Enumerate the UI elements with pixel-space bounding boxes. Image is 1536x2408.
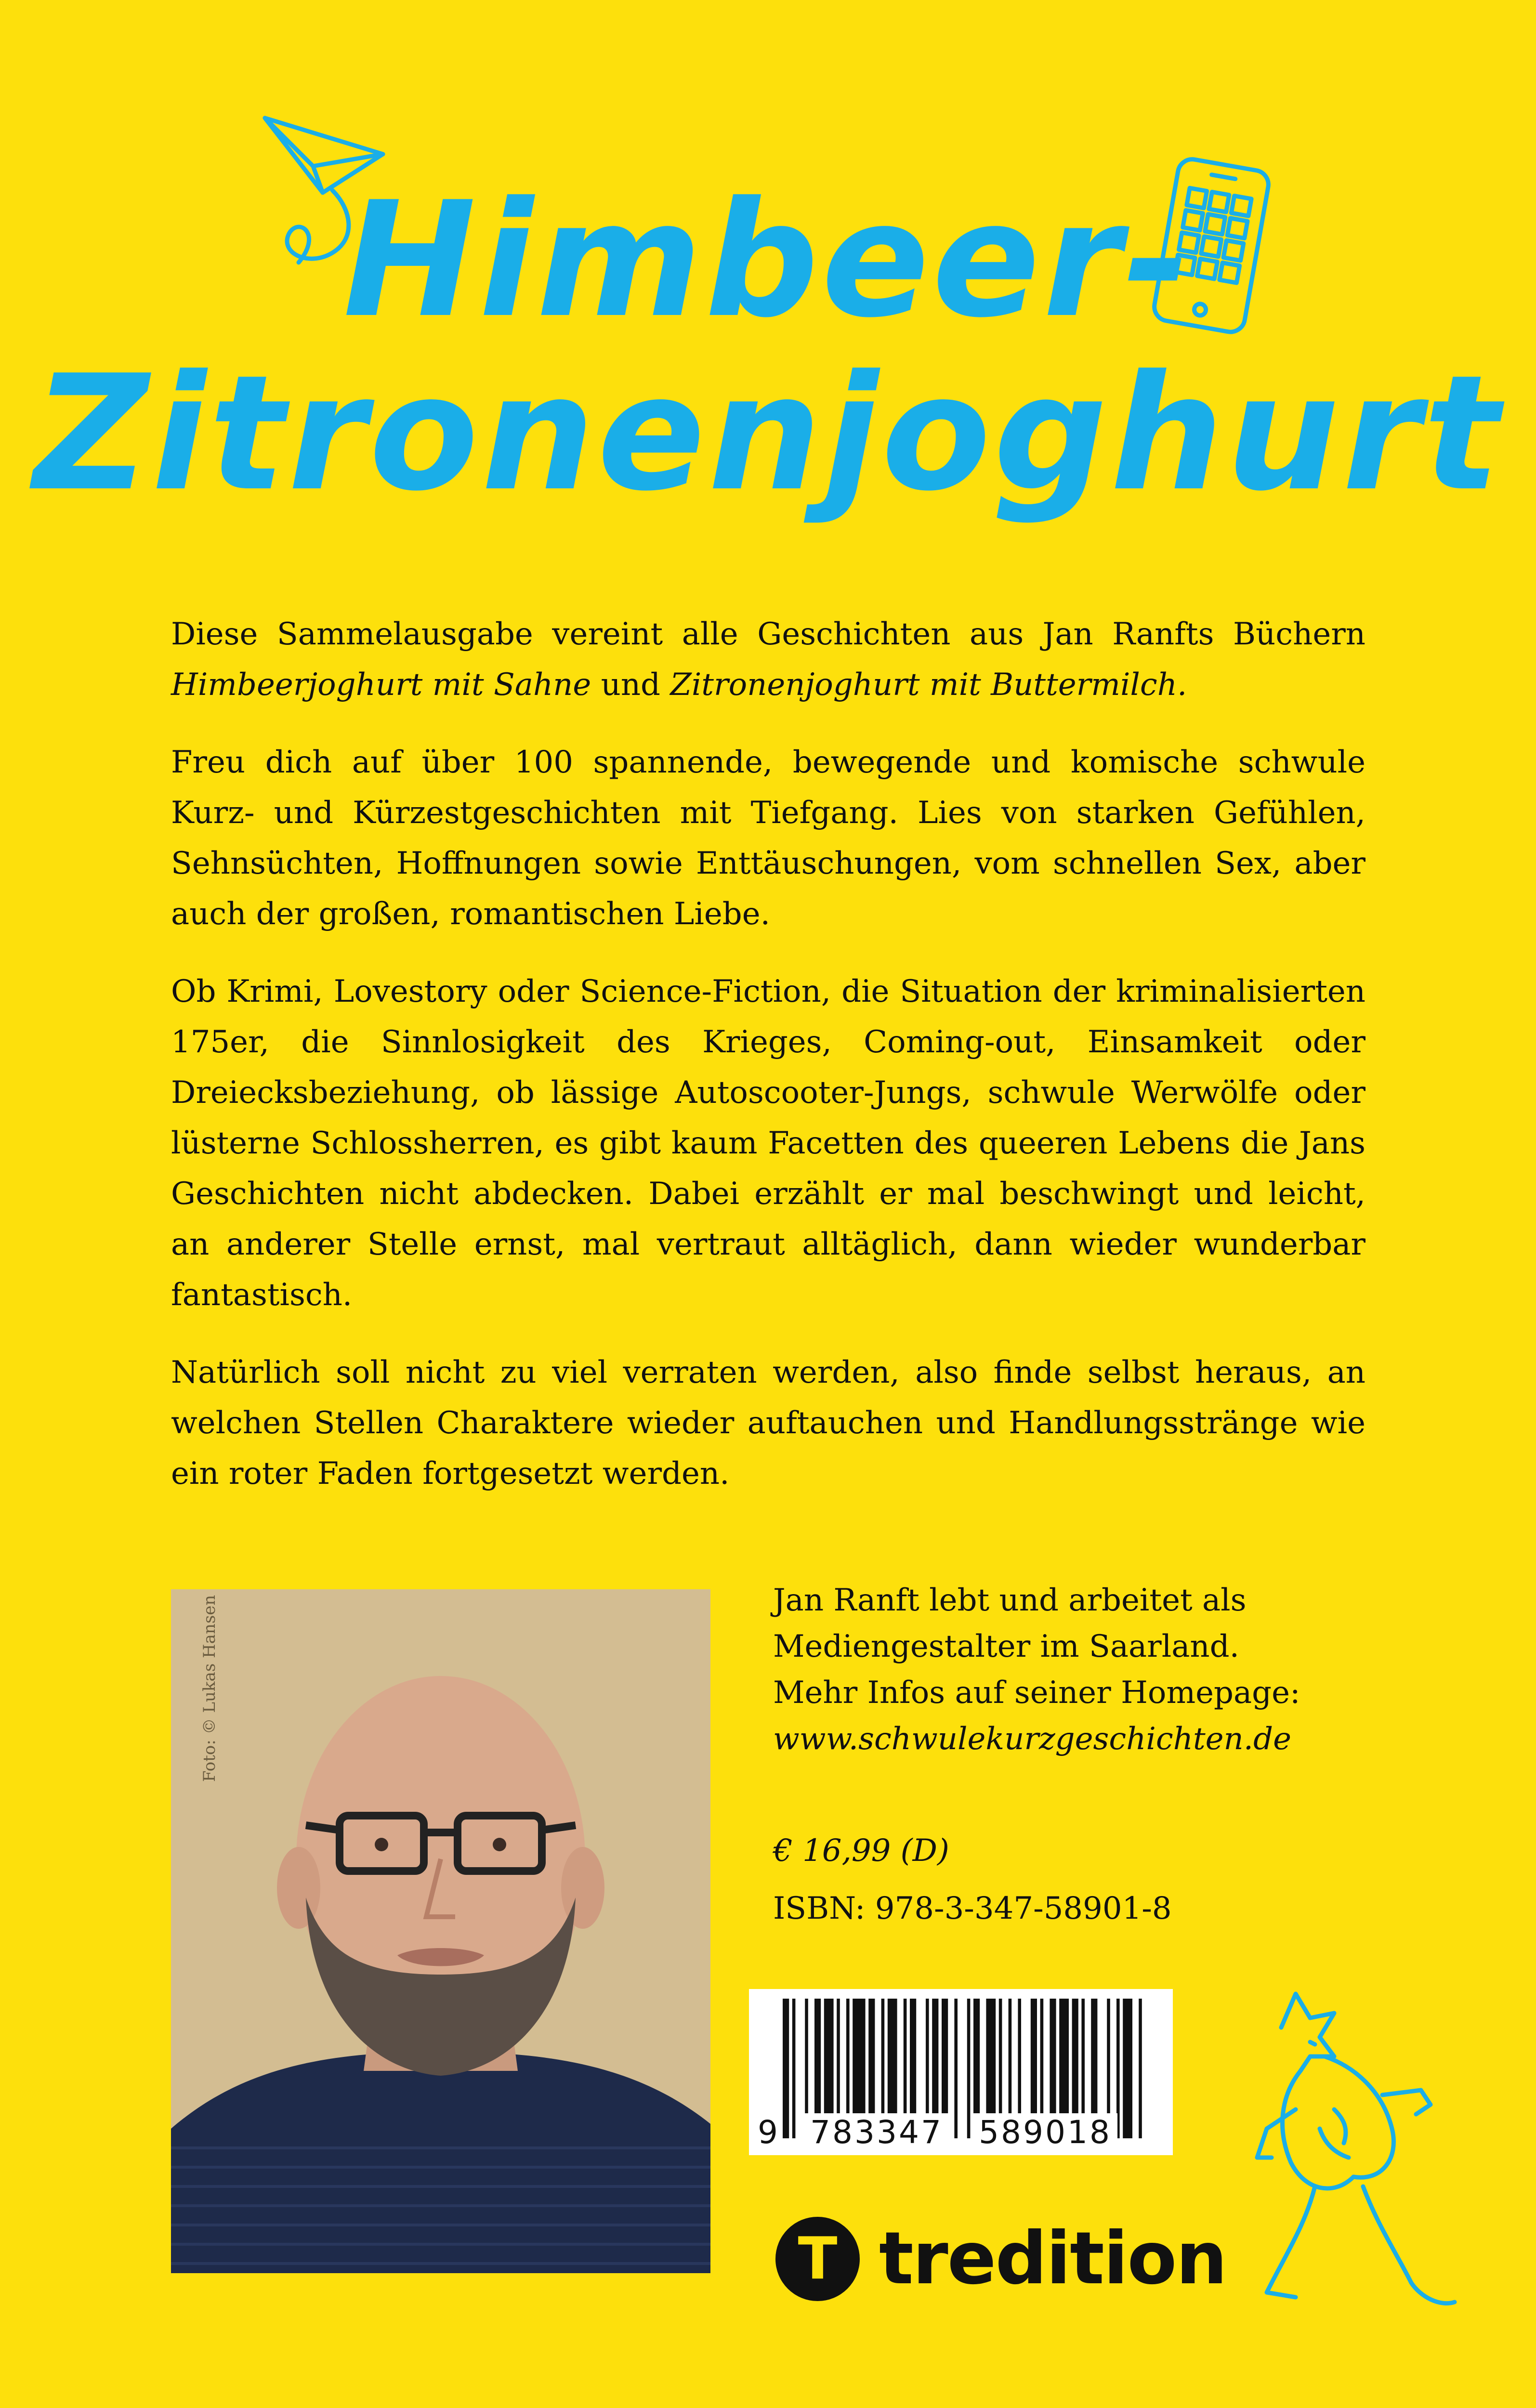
author-photo (171, 1589, 710, 2273)
barcode-bar (1139, 1999, 1142, 2138)
barcode-bar (954, 1999, 958, 2138)
cover-title-line1: Himbeer- (343, 168, 1193, 353)
barcode-digits-group1: 783347 (804, 2113, 949, 2152)
blurb-paragraph-1: Diese Sammelausgabe vereint alle Geschichten aus Jan Ranfts Büchern Himbeerjoghurt mit Sahne und Zitronenjoghurt mit Buttermilch. (171, 616, 1365, 703)
barcode-digits-group2: 589018 (973, 2113, 1117, 2152)
werewolf-icon (1238, 1984, 1464, 2316)
photo-credit: Foto: © Lukas Hansen (200, 1595, 219, 1782)
barcode-bar (783, 1999, 789, 2138)
book-title-1: Himbeerjoghurt mit Sahne (171, 667, 591, 703)
barcode-bar (967, 1999, 971, 2138)
book-title-2: Zitronenjoghurt mit Buttermilch. (670, 667, 1187, 703)
barcode-lead-digit: 9 (758, 2114, 778, 2151)
author-bio-line1: Jan Ranft lebt und arbeitet als (773, 1583, 1247, 1618)
author-bio-line2: Mediengestalter im Saarland. (773, 1629, 1239, 1664)
blurb-paragraph-4: Natürlich soll nicht zu viel verraten werden, also finde selbst heraus, an welchen Stellen Charaktere wieder auftauchen und Handlungsstränge wie ein roter Faden fortgesetzt werden. (171, 1355, 1365, 1492)
price-label: € 16,99 (D) (773, 1833, 949, 1869)
blurb-paragraph-2: Freu dich auf über 100 spannende, bewegende und komische schwule Kurz- und Kürzestgeschichten mit Tiefgang. Lies von starken Gefühlen, Sehnsüchten, Hoffnungen sowie Enttäuschungen, vom schnellen Sex, aber auch der großen, romantischen Liebe. (171, 745, 1365, 932)
author-website-link[interactable]: www.schwulekurzgeschichten.de (773, 1721, 1291, 1757)
isbn-label: ISBN: 978-3-347-58901-8 (773, 1891, 1172, 1926)
publisher-name: tredition (879, 2217, 1227, 2301)
barcode-bar (792, 1999, 796, 2138)
publisher-logo (775, 2213, 1226, 2304)
publisher-logo-mark: T (775, 2217, 860, 2301)
barcode-bar (1123, 1999, 1132, 2138)
cover-title-line2: Zitronenjoghurt (33, 341, 1503, 526)
blurb-paragraph-3: Ob Krimi, Lovestory oder Science-Fiction, die Situation der kriminalisierten 175er, die Sinnlosigkeit des Krieges, Coming-out, Einsamkeit oder Dreiecksbeziehung, ob lässige Autoscooter-Jungs, schwule Werwölfe oder lüsterne Schlossherren, es gibt kaum Facetten des queeren Lebens die Jans Geschichten nicht abdecken. Dabei erzählt er mal beschwingt und leicht, an anderer Stelle ernst, mal vertraut alltäglich, dann wieder wunderbar fantastisch. (171, 974, 1365, 1313)
isbn-barcode (749, 1989, 1173, 2155)
author-bio-line3: Mehr Infos auf seiner Homepage: (773, 1675, 1300, 1711)
blurb-text (171, 609, 1365, 1526)
